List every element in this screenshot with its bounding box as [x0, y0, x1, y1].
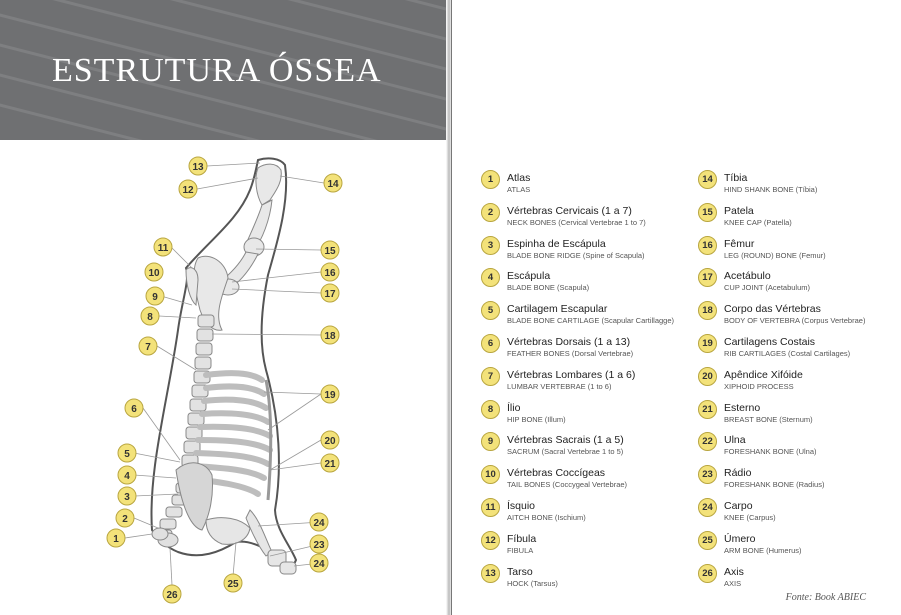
legend-name: Ísquio — [507, 500, 536, 512]
legend-name: Escápula — [507, 270, 551, 283]
diagram-label-20 — [321, 431, 339, 449]
legend-subtitle: AITCH BONE (Ischium) — [507, 513, 586, 522]
legend-number-badge: 22 — [698, 432, 717, 451]
legend-subtitle: BLADE BONE (Scapula) — [507, 283, 590, 293]
legend-name: Úmero — [724, 532, 756, 545]
page-title: ESTRUTURA ÓSSEA — [52, 52, 382, 89]
svg-text:12: 12 — [182, 185, 194, 196]
legend-number-badge: 2 — [481, 203, 500, 222]
legend-subtitle: FORESHANK BONE (Ulna) — [724, 447, 817, 457]
legend-subtitle: LEG (ROUND) BONE (Femur) — [724, 250, 826, 260]
legend-name: Cartilagem Escapular — [507, 303, 608, 316]
diagram-label-13 — [189, 157, 207, 175]
svg-text:16: 16 — [324, 268, 336, 279]
legend-number-badge: 18 — [698, 301, 717, 320]
legend-number-badge: 17 — [698, 268, 717, 287]
svg-text:9: 9 — [152, 292, 158, 303]
neck-bones — [152, 528, 178, 547]
diagram-label-26 — [163, 585, 181, 603]
legend-name: Tíbia — [724, 172, 748, 184]
legend-subtitle: FORESHANK BONE (Radius) — [724, 480, 825, 490]
legend-name: Vértebras Sacrais (1 a 5) — [507, 434, 624, 447]
diagram-label-24-top — [310, 513, 328, 531]
right-page — [451, 0, 901, 615]
legend-number-badge: 1 — [481, 170, 500, 189]
svg-text:21: 21 — [324, 459, 336, 470]
diagram-label-16 — [321, 263, 339, 281]
legend-name: Carpo — [724, 500, 753, 512]
legend-subtitle: FIBULA — [507, 545, 534, 555]
svg-text:6: 6 — [131, 404, 137, 415]
svg-text:14: 14 — [327, 179, 339, 190]
diagram-label-18 — [321, 326, 339, 344]
legend-subtitle: HOCK (Tarsus) — [507, 578, 558, 588]
legend-name: Fíbula — [507, 532, 537, 545]
legend-name: Apêndice Xifóide — [724, 368, 803, 381]
legend-subtitle: BLADE BONE CARTILAGE (Scapular Cartillagge) — [507, 316, 675, 326]
legend-name: Rádio — [724, 467, 752, 480]
svg-text:19: 19 — [324, 390, 336, 401]
svg-text:17: 17 — [324, 289, 336, 300]
svg-text:15: 15 — [324, 246, 336, 257]
diagram-label-4 — [118, 466, 136, 484]
svg-text:18: 18 — [324, 331, 336, 342]
legend-subtitle: HIND SHANK BONE (Tíbia) — [724, 185, 818, 194]
diagram-label-2 — [116, 509, 134, 527]
legend-subtitle: BREAST BONE (Sternum) — [724, 414, 813, 424]
legend-name: Ulna — [724, 434, 746, 447]
svg-text:13: 13 — [192, 162, 204, 173]
sternum — [266, 380, 271, 500]
skeleton-diagram — [0, 140, 446, 615]
svg-text:23: 23 — [313, 540, 325, 551]
svg-text:11: 11 — [157, 243, 169, 254]
legend-name: Atlas — [507, 172, 531, 184]
legend-name: Corpo das Vértebras — [724, 303, 821, 316]
legend-name: Patela — [724, 204, 754, 217]
legend-name: Vértebras Coccígeas — [507, 467, 606, 480]
diagram-label-6 — [125, 399, 143, 417]
source-credit: Fonte: Book ABIEC — [785, 592, 866, 603]
legend-subtitle: FEATHER BONES (Dorsal Vertebrae) — [507, 349, 634, 358]
diagram-label-24-bottom — [310, 554, 328, 572]
svg-text:8: 8 — [147, 312, 153, 323]
hind-leg-bones — [186, 164, 281, 330]
legend-subtitle: KNEE (Carpus) — [724, 513, 776, 522]
legend-number-badge: 9 — [481, 432, 500, 451]
legend-subtitle: LUMBAR VERTEBRAE (1 to 6) — [507, 381, 612, 391]
diagram-label-25 — [224, 574, 242, 592]
legend-number-badge: 19 — [698, 334, 717, 353]
legend-name: Espinha de Escápula — [507, 237, 606, 250]
legend-name: Vértebras Cervicais (1 a 7) — [507, 204, 632, 217]
diagram-label-3 — [118, 487, 136, 505]
legend-subtitle: SACRUM (Sacral Vertebrae 1 to 5) — [507, 447, 624, 457]
legend-number-badge: 6 — [481, 334, 500, 353]
svg-text:2: 2 — [122, 514, 128, 525]
diagram-label-11 — [154, 238, 172, 256]
svg-text:26: 26 — [166, 590, 178, 601]
legend-number-badge: 10 — [481, 465, 500, 484]
diagram-label-7 — [139, 337, 157, 355]
legend-number-badge: 16 — [698, 236, 717, 255]
diagram-label-12 — [179, 180, 197, 198]
diagram-label-8 — [141, 307, 159, 325]
legend-subtitle: NECK BONES (Cervical Vertebrae 1 to 7) — [507, 217, 646, 227]
svg-text:25: 25 — [227, 579, 239, 590]
diagram-label-14 — [324, 174, 342, 192]
legend-subtitle: XIPHOID PROCESS — [724, 381, 794, 391]
diagram-label-19 — [321, 385, 339, 403]
diagram-label-10 — [145, 263, 163, 281]
svg-text:24: 24 — [313, 559, 325, 570]
legend-number-badge: 8 — [481, 400, 500, 419]
legend-subtitle: ATLAS — [507, 185, 531, 194]
legend-subtitle: AXIS — [724, 578, 742, 588]
legend-name: Esterno — [724, 401, 761, 414]
legend-number-badge: 11 — [481, 498, 500, 517]
legend-name: Ílio — [507, 401, 521, 414]
legend-name: Cartilagens Costais — [724, 336, 816, 348]
legend-name: Fêmur — [724, 237, 755, 250]
diagram-label-1 — [107, 529, 125, 547]
legend-name: Axis — [724, 565, 744, 578]
legend-number-badge: 14 — [698, 170, 717, 189]
legend-number-badge: 15 — [698, 203, 717, 222]
svg-text:1: 1 — [113, 534, 119, 545]
legend-number-badge: 3 — [481, 236, 500, 255]
svg-text:5: 5 — [124, 449, 130, 460]
title-banner — [0, 0, 450, 140]
legend-number-badge: 25 — [698, 531, 717, 550]
legend-number-badge: 5 — [481, 301, 500, 320]
svg-text:24: 24 — [313, 518, 325, 529]
legend-subtitle: ARM BONE (Humerus) — [724, 545, 802, 555]
legend-number-badge: 23 — [698, 465, 717, 484]
legend-name: Acetábulo — [724, 270, 771, 283]
legend-subtitle: TAIL BONES (Coccygeal Vertebrae) — [507, 480, 628, 490]
legend-subtitle: BODY OF VERTEBRA (Corpus Vertebrae) — [724, 316, 866, 326]
diagram-label-17 — [321, 284, 339, 302]
diagram-label-5 — [118, 444, 136, 462]
diagram-label-9 — [146, 287, 164, 305]
svg-text:20: 20 — [324, 436, 336, 447]
legend-subtitle: HIP BONE (Illum) — [507, 414, 566, 424]
legend-subtitle: RIB CARTILAGES (Costal Cartilages) — [724, 349, 851, 358]
legend-number-badge: 13 — [481, 564, 500, 583]
legend-number-badge: 12 — [481, 531, 500, 550]
legend-name: Vértebras Lombares (1 a 6) — [507, 368, 636, 381]
legend-name: Tarso — [507, 565, 533, 578]
legend-number-badge: 4 — [481, 268, 500, 287]
legend-subtitle: BLADE BONE RIDGE (Spine of Scapula) — [507, 250, 645, 260]
diagram-label-21 — [321, 454, 339, 472]
diagram-label-15 — [321, 241, 339, 259]
svg-text:4: 4 — [124, 471, 130, 482]
legend-name: Vértebras Dorsais (1 a 13) — [507, 336, 631, 348]
legend-subtitle: CUP JOINT (Acetabulum) — [724, 283, 810, 293]
legend-number-badge: 21 — [698, 400, 717, 419]
legend-subtitle: KNEE CAP (Patella) — [724, 217, 792, 227]
svg-text:3: 3 — [124, 492, 130, 503]
svg-text:10: 10 — [148, 268, 160, 279]
svg-text:7: 7 — [145, 342, 151, 353]
legend-number-badge: 7 — [481, 367, 500, 386]
legend-number-badge: 26 — [698, 564, 717, 583]
diagram-label-23 — [310, 535, 328, 553]
legend-number-badge: 24 — [698, 498, 717, 517]
legend-number-badge: 20 — [698, 367, 717, 386]
